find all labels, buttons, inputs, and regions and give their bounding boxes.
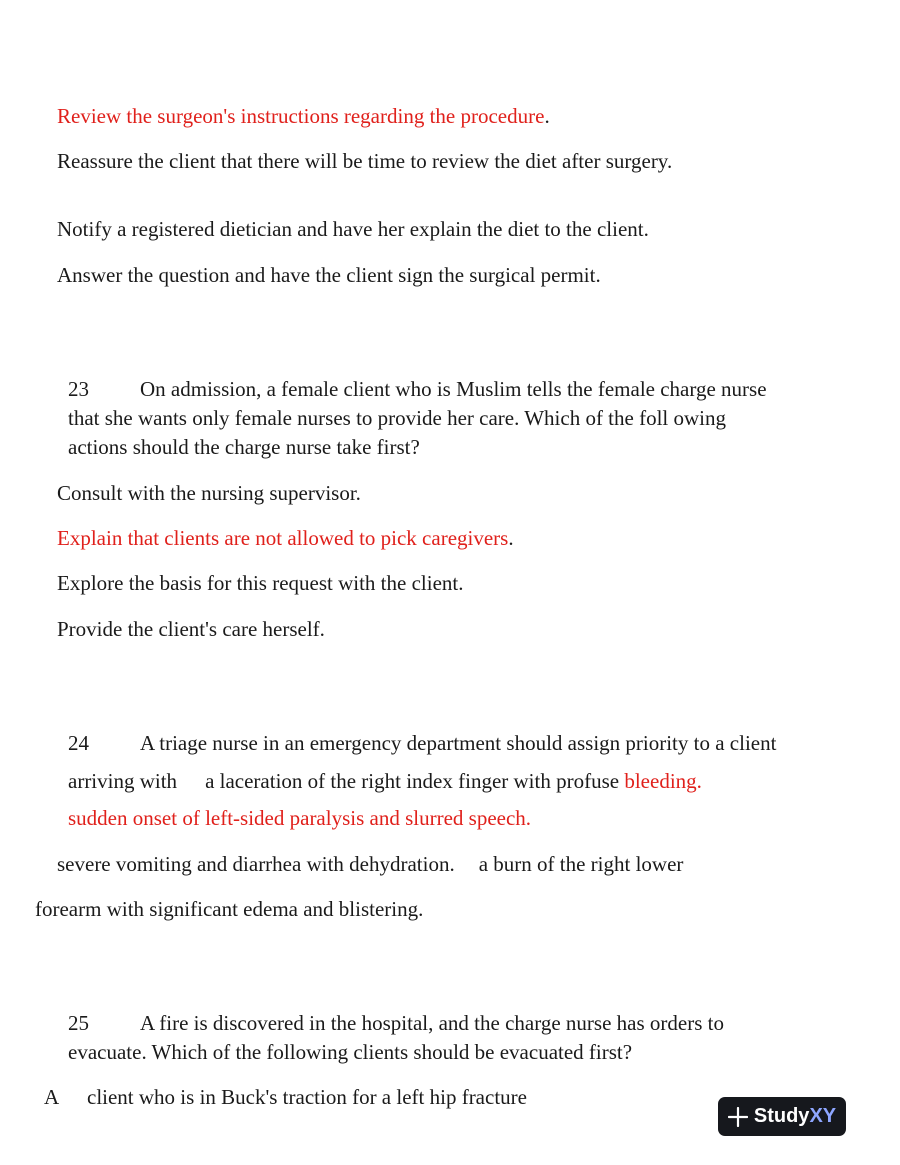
q24-stem-text-2a: arriving with [68,769,178,793]
q23-stem-line-3: actions should the charge nurse take first? [68,435,420,459]
badge-brand-accent: XY [809,1105,837,1127]
q24-option-1-text: a laceration of the right index finger with profuse [205,769,620,793]
q24-option-3: severe vomiting and diarrhea with dehydration. [57,852,455,876]
q23-stem-line-1 [68,376,767,402]
q23-option-4: Provide the client's care herself. [57,617,325,641]
q23-option-2-text: Explain that clients are not allowed to pick caregivers [57,526,509,550]
badge-brand: Study [753,1105,810,1127]
q25-stem-text-1: A fire is discovered in the hospital, and the charge nurse has orders to [140,1011,724,1035]
q25-stem-line-1 [68,1010,724,1036]
q25-option-a-text: client who is in Buck's traction for a left hip fracture [87,1085,527,1109]
q25-option-a-letter: A [44,1085,60,1109]
q23-option-2-suffix: . [508,526,514,550]
plus-icon [728,1107,748,1127]
q24-option-4-end: forearm with significant edema and blistering. [35,897,424,921]
q24-options-3-4 [57,851,683,877]
q23-option-1: Consult with the nursing supervisor. [57,481,361,505]
q23-option-2 [57,525,514,551]
studyxy-badge[interactable] [718,1097,846,1136]
q23-stem-text-1: On admission, a female client who is Muslim tells the female charge nurse [140,377,767,401]
q24-option-2: sudden onset of left-sided paralysis and slurred speech. [68,806,532,830]
q25-number: 25 [68,1011,89,1035]
q22-option-1-suffix: . [544,104,550,128]
q23-option-3: Explore the basis for this request with the client. [57,571,464,595]
q22-option-3: Notify a registered dietician and have her explain the diet to the client. [57,217,649,241]
q25-stem-line-2: evacuate. Which of the following clients should be evacuated first? [68,1040,633,1064]
q24-number: 24 [68,731,89,755]
q23-number: 23 [68,377,89,401]
q22-option-1-text: Review the surgeon's instructions regarding the procedure [57,104,545,128]
q24-stem-text-1: A triage nurse in an emergency department should assign priority to a client [140,731,777,755]
q22-option-2: Reassure the client that there will be time to review the diet after surgery. [57,149,673,173]
q24-option-1-red: bleeding. [624,769,702,793]
q22-option-4: Answer the question and have the client sign the surgical permit. [57,263,601,287]
q24-stem-line-2 [68,768,702,794]
q24-stem-line-1 [68,730,776,756]
q24-option-4-start: a burn of the right lower [478,852,684,876]
q23-stem-line-2: that she wants only female nurses to provide her care. Which of the foll owing [68,406,727,430]
q22-option-1 [57,103,550,129]
q25-option-a [44,1084,527,1110]
